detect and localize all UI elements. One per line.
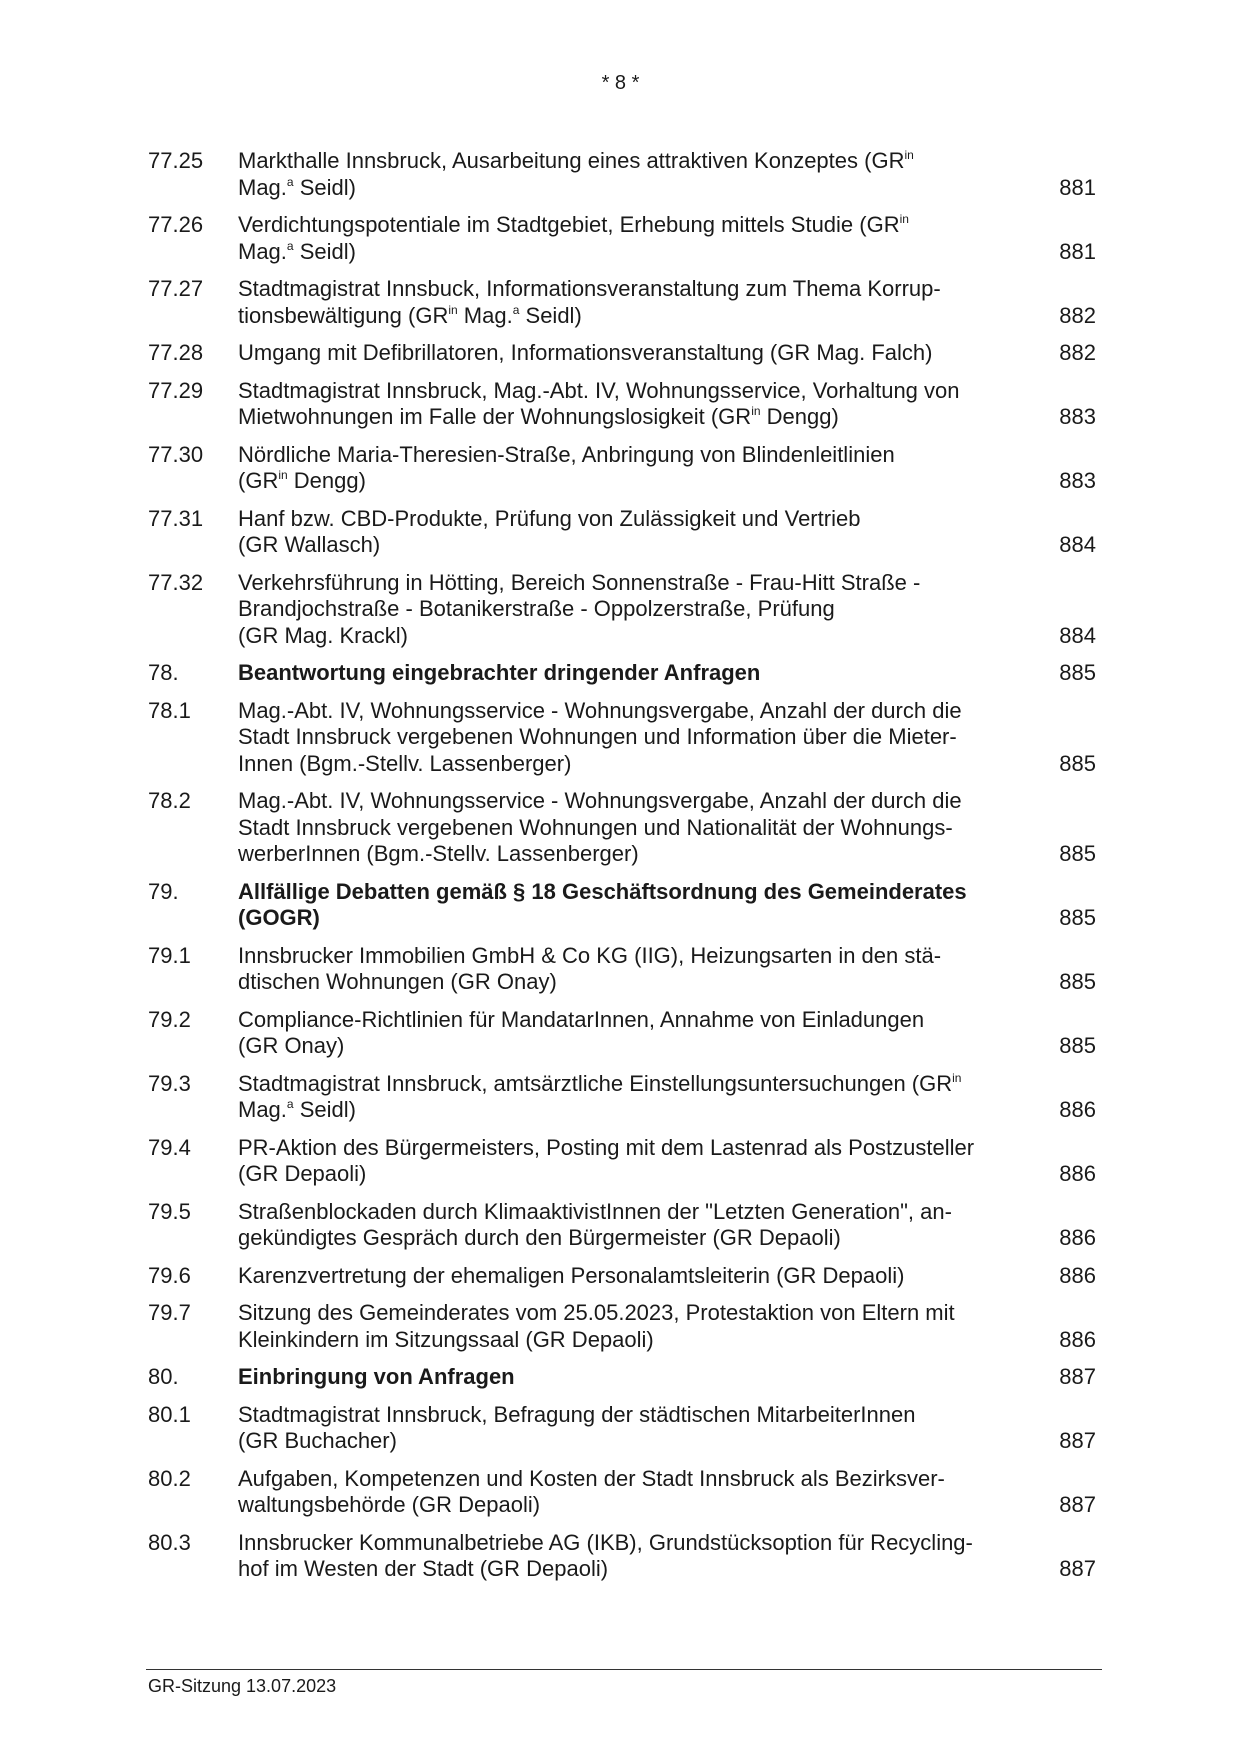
toc-entry-number: 78. <box>148 660 179 685</box>
toc-entry <box>148 442 1100 495</box>
title-text: Umgang mit Defibrillatoren, Informationsveranstaltung (GR Mag. Falch) <box>238 340 933 365</box>
title-text: Aufgaben, Kompetenzen und Kosten der Stadt Innsbruck als Bezirksver- <box>238 1465 945 1491</box>
superscript-text: a <box>512 302 520 317</box>
toc-page-number: 884 <box>1059 532 1096 557</box>
title-text: Seidl) <box>293 174 356 200</box>
toc-page-number: 881 <box>1059 174 1096 200</box>
title-text: (GR Buchacher) <box>238 1428 397 1453</box>
toc-page-number: 886 <box>1059 1262 1096 1288</box>
title-text: Mietwohnungen im Falle der Wohnungslosigkeit (GR <box>238 404 752 429</box>
title-text: tionsbewältigung (GR <box>238 302 449 328</box>
toc-title-line <box>238 879 1018 906</box>
toc-page-number: 883 <box>1059 468 1096 493</box>
toc-entry-number: 80.2 <box>148 1465 191 1491</box>
toc-title-line <box>238 212 1018 239</box>
title-text: (GR Onay) <box>238 1033 345 1058</box>
toc-title-line <box>238 1466 1018 1493</box>
toc-page-number: 881 <box>1059 238 1096 264</box>
toc-title-line <box>238 1263 1018 1290</box>
toc-entry-title <box>238 340 1018 367</box>
title-text: Stadtmagistrat Innsbuck, Informationsveranstaltung zum Thema Korrup- <box>238 276 941 301</box>
toc-title-line <box>238 841 1018 868</box>
page-number: * 8 * <box>601 72 640 94</box>
title-text: Mag. <box>457 302 513 328</box>
title-text: Verdichtungspotentiale im Stadtgebiet, Erhebung mittels Studie (GR <box>238 212 900 237</box>
toc-title-line <box>238 1402 1018 1429</box>
toc-page-number: 885 <box>1059 905 1096 930</box>
toc-title-line <box>238 1007 1018 1034</box>
toc-section-title <box>238 1364 1018 1391</box>
toc-entry-number: 79.3 <box>148 1070 191 1096</box>
toc-page-number: 887 <box>1059 1428 1096 1453</box>
toc-entry-number: 77.29 <box>148 377 204 403</box>
title-text: (GR Wallasch) <box>238 532 381 557</box>
toc-entry <box>148 1199 1100 1252</box>
toc-entry-number: 79.2 <box>148 1006 191 1032</box>
toc-page-number: 886 <box>1059 1326 1096 1352</box>
title-text: Straßenblockaden durch KlimaaktivistInnen der "Letzten Generation", an- <box>238 1198 952 1224</box>
toc-section-title <box>238 660 1018 687</box>
title-text: Verkehrsführung in Hötting, Bereich Sonnenstraße - Frau-Hitt Straße - <box>238 569 921 595</box>
title-text: Beantwortung eingebrachter dringender Anfragen <box>238 660 761 685</box>
toc-title-line <box>238 276 1018 303</box>
toc-entry-number: 80. <box>148 1364 179 1389</box>
title-text: Markthalle Innsbruck, Ausarbeitung eines attraktiven Konzeptes (GR <box>238 148 905 173</box>
toc-title-line <box>238 303 1018 330</box>
title-text: Mag. <box>238 1097 287 1122</box>
title-text: Seidl) <box>519 302 582 328</box>
toc-entry-number: 77.26 <box>148 212 204 237</box>
toc-entry-number: 77.25 <box>148 148 204 173</box>
toc-title-line <box>238 1364 1018 1391</box>
toc-entry-title <box>238 1199 1018 1252</box>
toc-title-line <box>238 1097 1018 1124</box>
title-text: Stadtmagistrat Innsbruck, amtsärztliche Einstellungsuntersuchungen (GR <box>238 1070 953 1096</box>
toc-title-line <box>238 698 1018 725</box>
title-text: werberInnen (Bgm.-Stellv. Lassenberger) <box>238 841 639 866</box>
toc-entry <box>148 506 1100 559</box>
toc-page-number: 887 <box>1059 1556 1096 1581</box>
toc-title-line <box>238 1428 1018 1455</box>
toc-entry <box>148 276 1100 329</box>
toc-entry-number: 79.6 <box>148 1262 191 1288</box>
toc-page-number: 882 <box>1059 340 1096 365</box>
toc-title-line <box>238 751 1018 778</box>
title-text: Einbringung von Anfragen <box>238 1364 515 1389</box>
title-text: Innsbrucker Kommunalbetriebe AG (IKB), Grundstücksoption für Recycling- <box>238 1529 973 1555</box>
toc-title-line <box>238 969 1018 996</box>
toc-entry <box>148 1135 1100 1188</box>
toc-title-line <box>238 1225 1018 1252</box>
toc-entry <box>148 1402 1100 1455</box>
toc-entry-number: 78.1 <box>148 697 191 723</box>
superscript-text: in <box>448 302 458 317</box>
toc-entry-title <box>238 1300 1018 1353</box>
superscript-text: a <box>286 174 294 189</box>
title-text: Brandjochstraße - Botanikerstraße - Oppolzerstraße, Prüfung <box>238 596 835 621</box>
toc-entry <box>148 1071 1100 1124</box>
toc-entry <box>148 1466 1100 1519</box>
toc-entry-number: 79.4 <box>148 1134 191 1160</box>
toc-title-line <box>238 1327 1018 1354</box>
toc-entry-title <box>238 276 1018 329</box>
title-text: Compliance-Richtlinien für MandatarInnen, Annahme von Einladungen <box>238 1006 925 1032</box>
toc-entry-title <box>238 378 1018 431</box>
title-text: Hanf bzw. CBD-Produkte, Prüfung von Zulässigkeit und Vertrieb <box>238 505 861 531</box>
toc-entry <box>148 1300 1100 1353</box>
title-text: gekündigtes Gespräch durch den Bürgermeister (GR Depaoli) <box>238 1225 841 1250</box>
toc-page-number: 885 <box>1059 750 1096 776</box>
toc-entry-title <box>238 788 1018 868</box>
toc-entry-title <box>238 1263 1018 1290</box>
toc-entry-number: 77.31 <box>148 505 204 531</box>
title-text: (GR Mag. Krackl) <box>238 622 408 648</box>
title-text: waltungsbehörde (GR Depaoli) <box>238 1492 541 1517</box>
title-text: Nördliche Maria-Theresien-Straße, Anbringung von Blindenleitlinien <box>238 441 895 467</box>
toc-title-line <box>238 1556 1018 1583</box>
toc-entry-title <box>238 570 1018 650</box>
superscript-text: in <box>952 1070 962 1085</box>
toc-title-line <box>238 340 1018 367</box>
title-text: Innen (Bgm.-Stellv. Lassenberger) <box>238 750 572 776</box>
title-text: Seidl) <box>293 238 356 264</box>
title-text: Stadt Innsbruck vergebenen Wohnungen und Information über die Mieter- <box>238 724 957 749</box>
toc-page-number: 885 <box>1059 1033 1096 1058</box>
toc-title-line <box>238 788 1018 815</box>
superscript-text: a <box>286 1097 294 1111</box>
toc-entry-title <box>238 1135 1018 1188</box>
toc-title-line <box>238 1300 1018 1327</box>
title-text: (GOGR) <box>238 905 320 930</box>
toc-title-line <box>238 1492 1018 1519</box>
toc-title-line <box>238 596 1018 623</box>
toc-entry-title <box>238 212 1018 265</box>
toc-page-number: 885 <box>1059 969 1096 994</box>
toc-entry <box>148 1263 1100 1290</box>
superscript-text: in <box>899 212 909 226</box>
toc-title-line <box>238 404 1018 431</box>
title-text: Dengg) <box>287 468 366 493</box>
title-text: Mag. <box>238 238 287 264</box>
toc-entry-title <box>238 1466 1018 1519</box>
title-text: Stadtmagistrat Innsbruck, Mag.-Abt. IV, Wohnungsservice, Vorhaltung von <box>238 377 960 403</box>
title-text: Allfällige Debatten gemäß § 18 Geschäftsordnung des Gemeinderates <box>238 878 967 904</box>
toc-entry-number: 78.2 <box>148 788 191 813</box>
title-text: Mag. <box>238 174 287 200</box>
title-text: Innsbrucker Immobilien GmbH & Co KG (IIG), Heizungsarten in den stä- <box>238 942 942 968</box>
toc-page-number: 886 <box>1059 1225 1096 1250</box>
toc-entry <box>148 1364 1100 1391</box>
title-text: Dengg) <box>760 404 839 429</box>
toc-page-number: 883 <box>1059 404 1096 429</box>
title-text: PR-Aktion des Bürgermeisters, Posting mit dem Lastenrad als Postzusteller <box>238 1134 975 1160</box>
toc-title-line <box>238 532 1018 559</box>
toc-title-line <box>238 1161 1018 1188</box>
title-text: Kleinkindern im Sitzungssaal (GR Depaoli) <box>238 1326 654 1352</box>
title-text: Stadt Innsbruck vergebenen Wohnungen und Nationalität der Wohnungs- <box>238 814 953 840</box>
toc-entry-number: 77.30 <box>148 441 204 467</box>
toc-title-line <box>238 148 1018 175</box>
toc-title-line <box>238 815 1018 842</box>
title-text: Mag.-Abt. IV, Wohnungsservice - Wohnungsvergabe, Anzahl der durch die <box>238 788 962 813</box>
toc-title-line <box>238 239 1018 266</box>
toc-entry <box>148 1007 1100 1060</box>
toc-title-line <box>238 175 1018 202</box>
toc-entry <box>148 340 1100 367</box>
toc-entry-title <box>238 1071 1018 1124</box>
toc-entry-number: 80.3 <box>148 1529 191 1555</box>
toc-title-line <box>238 943 1018 970</box>
toc-title-line <box>238 660 1018 687</box>
toc-title-line <box>238 724 1018 751</box>
toc-entry-number: 79.1 <box>148 942 191 968</box>
toc-entry-number: 79.5 <box>148 1198 191 1224</box>
toc-entry-title <box>238 506 1018 559</box>
toc-title-line <box>238 1530 1018 1557</box>
title-text: Karenzvertretung der ehemaligen Personalamtsleiterin (GR Depaoli) <box>238 1262 905 1288</box>
toc-entry <box>148 943 1100 996</box>
superscript-text: in <box>278 468 288 482</box>
toc-page-number: 887 <box>1059 1364 1096 1389</box>
toc-title-line <box>238 378 1018 405</box>
toc-entry-title <box>238 943 1018 996</box>
toc-entry-number: 77.27 <box>148 276 204 301</box>
toc-title-line <box>238 570 1018 597</box>
toc-entry <box>148 570 1100 650</box>
toc-entry-title <box>238 698 1018 778</box>
toc-entry <box>148 1530 1100 1583</box>
title-text: Stadtmagistrat Innsbruck, Befragung der städtischen MitarbeiterInnen <box>238 1401 916 1427</box>
toc-entry-number: 79. <box>148 878 179 904</box>
toc-entry <box>148 212 1100 265</box>
toc-page-number: 885 <box>1059 660 1096 685</box>
title-text: (GR <box>238 468 279 493</box>
toc-section-title <box>238 879 1018 932</box>
superscript-text: in <box>751 404 761 418</box>
toc-title-line <box>238 442 1018 469</box>
toc-title-line <box>238 1033 1018 1060</box>
toc-entry-number: 77.28 <box>148 340 204 365</box>
superscript-text: in <box>904 148 914 162</box>
toc-title-line <box>238 468 1018 495</box>
toc-entry <box>148 378 1100 431</box>
table-of-contents <box>148 148 1100 1594</box>
toc-entry <box>148 788 1100 868</box>
toc-page-number: 882 <box>1059 302 1096 328</box>
superscript-text: a <box>286 238 294 253</box>
toc-page-number: 886 <box>1059 1161 1096 1186</box>
footer-divider <box>146 1669 1102 1670</box>
toc-page-number: 886 <box>1059 1097 1096 1122</box>
toc-page-number: 887 <box>1059 1492 1096 1517</box>
footer-session-date: GR-Sitzung 13.07.2023 <box>148 1676 337 1696</box>
toc-entry-title <box>238 1007 1018 1060</box>
toc-entry-number: 79.7 <box>148 1300 191 1325</box>
title-text: Mag.-Abt. IV, Wohnungsservice - Wohnungsvergabe, Anzahl der durch die <box>238 697 962 723</box>
toc-entry <box>148 148 1100 201</box>
toc-entry-number: 80.1 <box>148 1401 191 1427</box>
title-text: (GR Depaoli) <box>238 1161 367 1186</box>
title-text: Seidl) <box>293 1097 356 1122</box>
toc-title-line <box>238 623 1018 650</box>
toc-entry-number: 77.32 <box>148 569 204 595</box>
toc-entry-title <box>238 1402 1018 1455</box>
toc-title-line <box>238 1199 1018 1226</box>
toc-entry <box>148 698 1100 778</box>
toc-page-number: 884 <box>1059 622 1096 648</box>
toc-entry-title <box>238 148 1018 201</box>
title-text: hof im Westen der Stadt (GR Depaoli) <box>238 1556 609 1581</box>
toc-page-number: 885 <box>1059 841 1096 866</box>
toc-title-line <box>238 506 1018 533</box>
toc-title-line <box>238 1071 1018 1098</box>
toc-entry-title <box>238 442 1018 495</box>
toc-entry <box>148 879 1100 932</box>
toc-title-line <box>238 1135 1018 1162</box>
toc-title-line <box>238 905 1018 932</box>
toc-entry <box>148 660 1100 687</box>
toc-entry-title <box>238 1530 1018 1583</box>
title-text: dtischen Wohnungen (GR Onay) <box>238 969 557 994</box>
title-text: Sitzung des Gemeinderates vom 25.05.2023, Protestaktion von Eltern mit <box>238 1300 955 1325</box>
